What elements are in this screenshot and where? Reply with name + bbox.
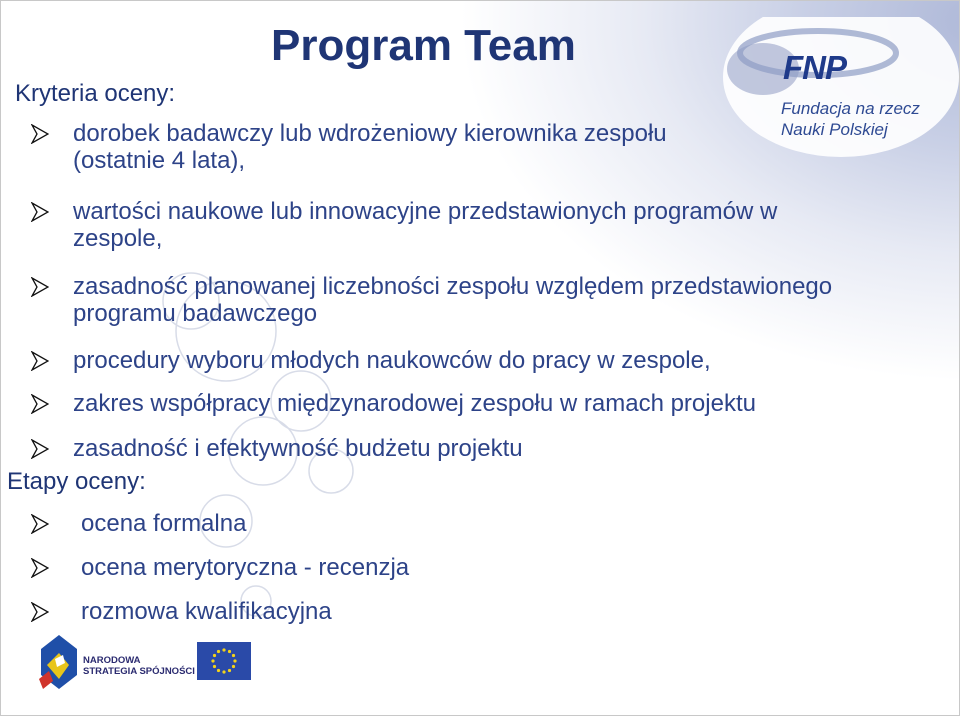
arrowhead-bullet-icon (31, 439, 49, 459)
arrowhead-bullet-icon (31, 124, 49, 144)
national-cohesion-strategy-icon (35, 635, 81, 693)
arrowhead-bullet-icon (31, 351, 49, 371)
criteria-line: wartości naukowe lub innowacyjne przedstawionych programów w (73, 198, 778, 225)
national-cohesion-strategy-logo (35, 635, 205, 693)
nss-line-1: NARODOWA (83, 655, 141, 666)
slide-title: Program Team (271, 21, 576, 70)
criteria-line: procedury wyboru młodych naukowców do pracy w zespole, (73, 347, 711, 374)
criteria-line: zespole, (73, 225, 163, 252)
arrowhead-bullet-icon (31, 558, 49, 578)
criteria-line: (ostatnie 4 lata), (73, 147, 246, 174)
stage-item (31, 510, 631, 537)
fnp-name-line-2: Nauki Polskiej (781, 120, 888, 139)
arrowhead-bullet-icon (31, 277, 49, 297)
criteria-heading: Kryteria oceny: (15, 80, 176, 107)
stage-item (31, 598, 631, 625)
arrowhead-bullet-icon (31, 514, 49, 534)
criteria-line: zasadność planowanej liczebności zespołu względem przedstawionego (73, 273, 833, 300)
fnp-abbreviation: FNP (783, 49, 846, 86)
arrowhead-bullet-icon (31, 394, 49, 414)
eu-stars-icon (197, 642, 251, 680)
arrowhead-bullet-icon (31, 602, 49, 622)
stage-label: rozmowa kwalifikacyjna (81, 598, 332, 625)
criteria-line: zakres współpracy międzynarodowej zespołu w ramach projektu (73, 390, 756, 417)
nss-line-2: STRATEGIA SPÓJNOŚCI (83, 666, 195, 677)
criteria-item (31, 347, 921, 374)
stages-list (31, 510, 631, 642)
stage-label: ocena formalna (81, 510, 247, 537)
fnp-name-line-1: Fundacja na rzecz (781, 99, 920, 118)
criteria-line: zasadność i efektywność budżetu projektu (73, 435, 523, 462)
criteria-line: programu badawczego (73, 300, 318, 327)
criteria-line: dorobek badawczy lub wdrożeniowy kierownika zespołu (73, 120, 667, 147)
criteria-item (31, 435, 921, 462)
criteria-item (31, 273, 921, 327)
arrowhead-bullet-icon (31, 202, 49, 222)
criteria-item (31, 390, 921, 417)
criteria-list (31, 120, 921, 462)
criteria-item (31, 198, 921, 252)
eu-flag-icon (197, 642, 251, 680)
stages-heading: Etapy oceny: (7, 468, 146, 495)
stage-item (31, 554, 631, 581)
criteria-item (31, 120, 921, 174)
stage-label: ocena merytoryczna - recenzja (81, 554, 410, 581)
